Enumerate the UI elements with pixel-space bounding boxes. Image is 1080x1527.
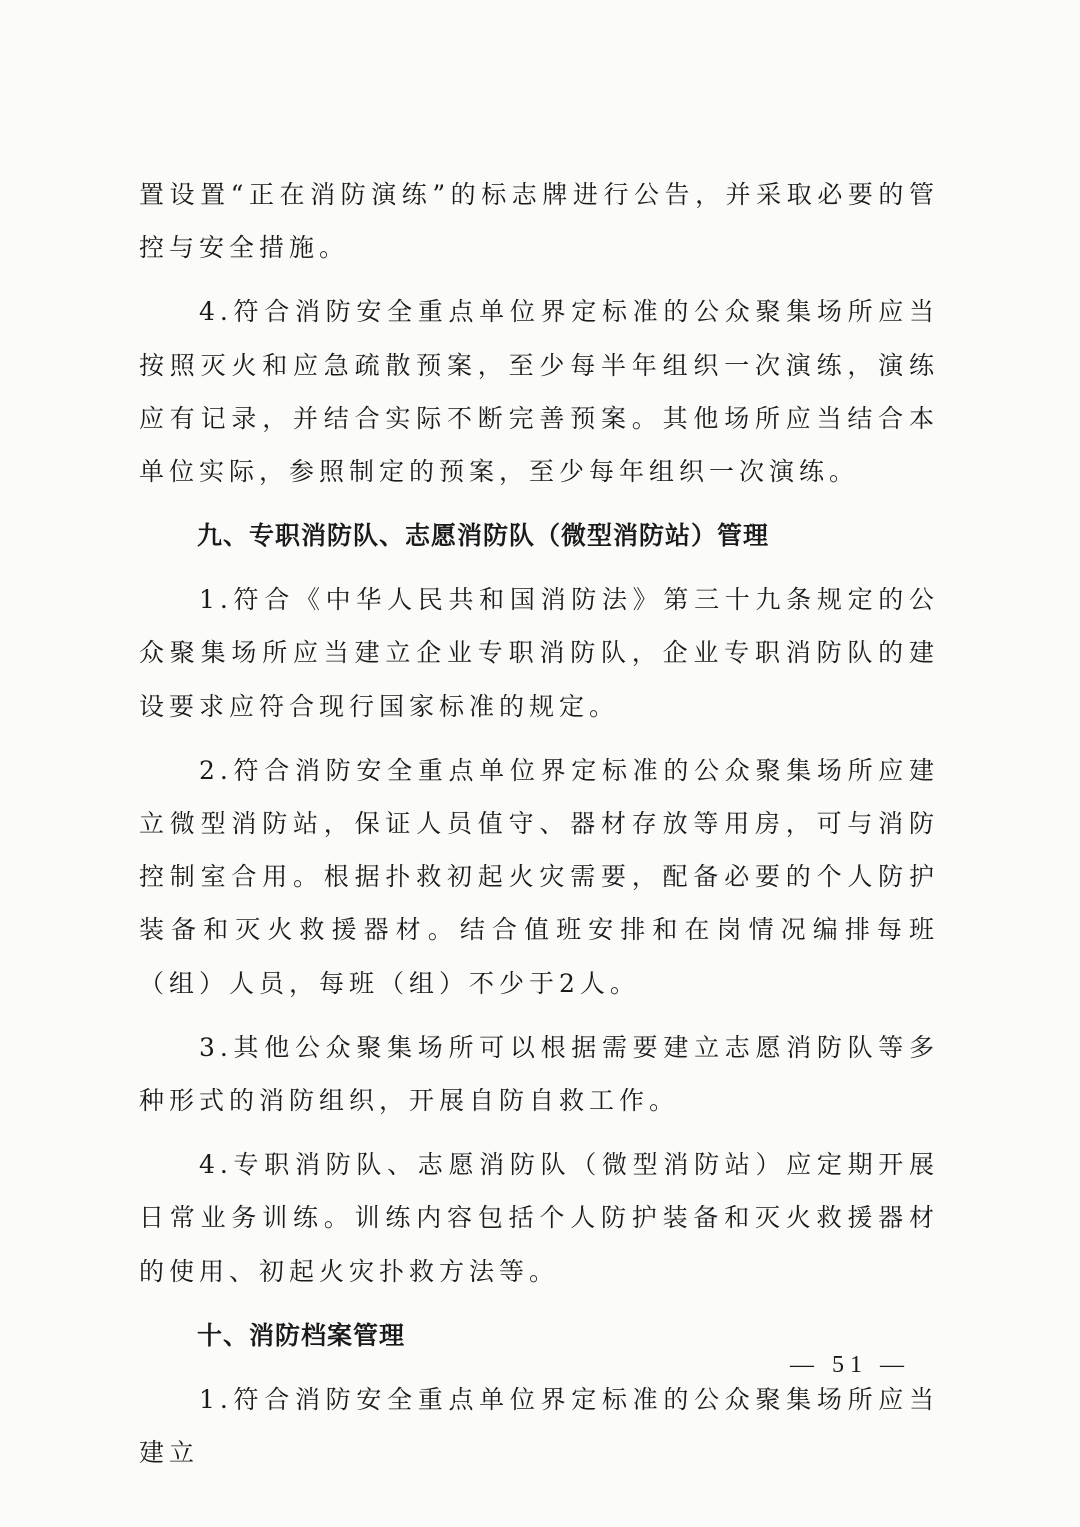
paragraph-9-1: 1.符合《中华人民共和国消防法》第三十九条规定的公众聚集场所应当建立企业专职消防队，企业专职消防队的建设要求应符合现行国家标准的规定。 bbox=[139, 585, 939, 721]
paragraph-10-1: 1.符合消防安全重点单位界定标准的公众聚集场所应当建立 bbox=[139, 1384, 939, 1468]
paragraph-continuation: 置设置“正在消防演练”的标志牌进行公告，并采取必要的管控与安全措施。 bbox=[139, 180, 939, 263]
section-heading-9: 九、专职消防队、志愿消防队（微型消防站）管理 bbox=[197, 521, 770, 551]
page-number: — 51 — bbox=[790, 1352, 910, 1378]
paragraph-9-2: 2.符合消防安全重点单位界定标准的公众聚集场所应建立微型消防站，保证人员值守、器材存放等用房，可与消防控制室合用。根据扑救初起火灾需要，配备必要的个人防护装备和灭火救援器材。结合值班安排和在岗情况编排每班（组）人员，每班（组）不少于2人。 bbox=[139, 755, 939, 998]
section-heading-10: 十、消防档案管理 bbox=[197, 1320, 406, 1350]
body-text bbox=[139, 168, 939, 1490]
paragraph-9-4: 4.专职消防队、志愿消防队（微型消防站）应定期开展日常业务训练。训练内容包括个人防护装备和灭火救援器材的使用、初起火灾扑救方法等。 bbox=[139, 1150, 939, 1286]
paragraph-9-3: 3.其他公众聚集场所可以根据需要建立志愿消防队等多种形式的消防组织，开展自防自救工作。 bbox=[139, 1032, 939, 1116]
paragraph-8-4-drill-frequency: 4.符合消防安全重点单位界定标准的公众聚集场所应当按照灭火和应急疏散预案，至少每半年组织一次演练，演练应有记录，并结合实际不断完善预案。其他场所应当结合本单位实际，参照制定的预案，至少每年组织一次演练。 bbox=[139, 297, 939, 487]
